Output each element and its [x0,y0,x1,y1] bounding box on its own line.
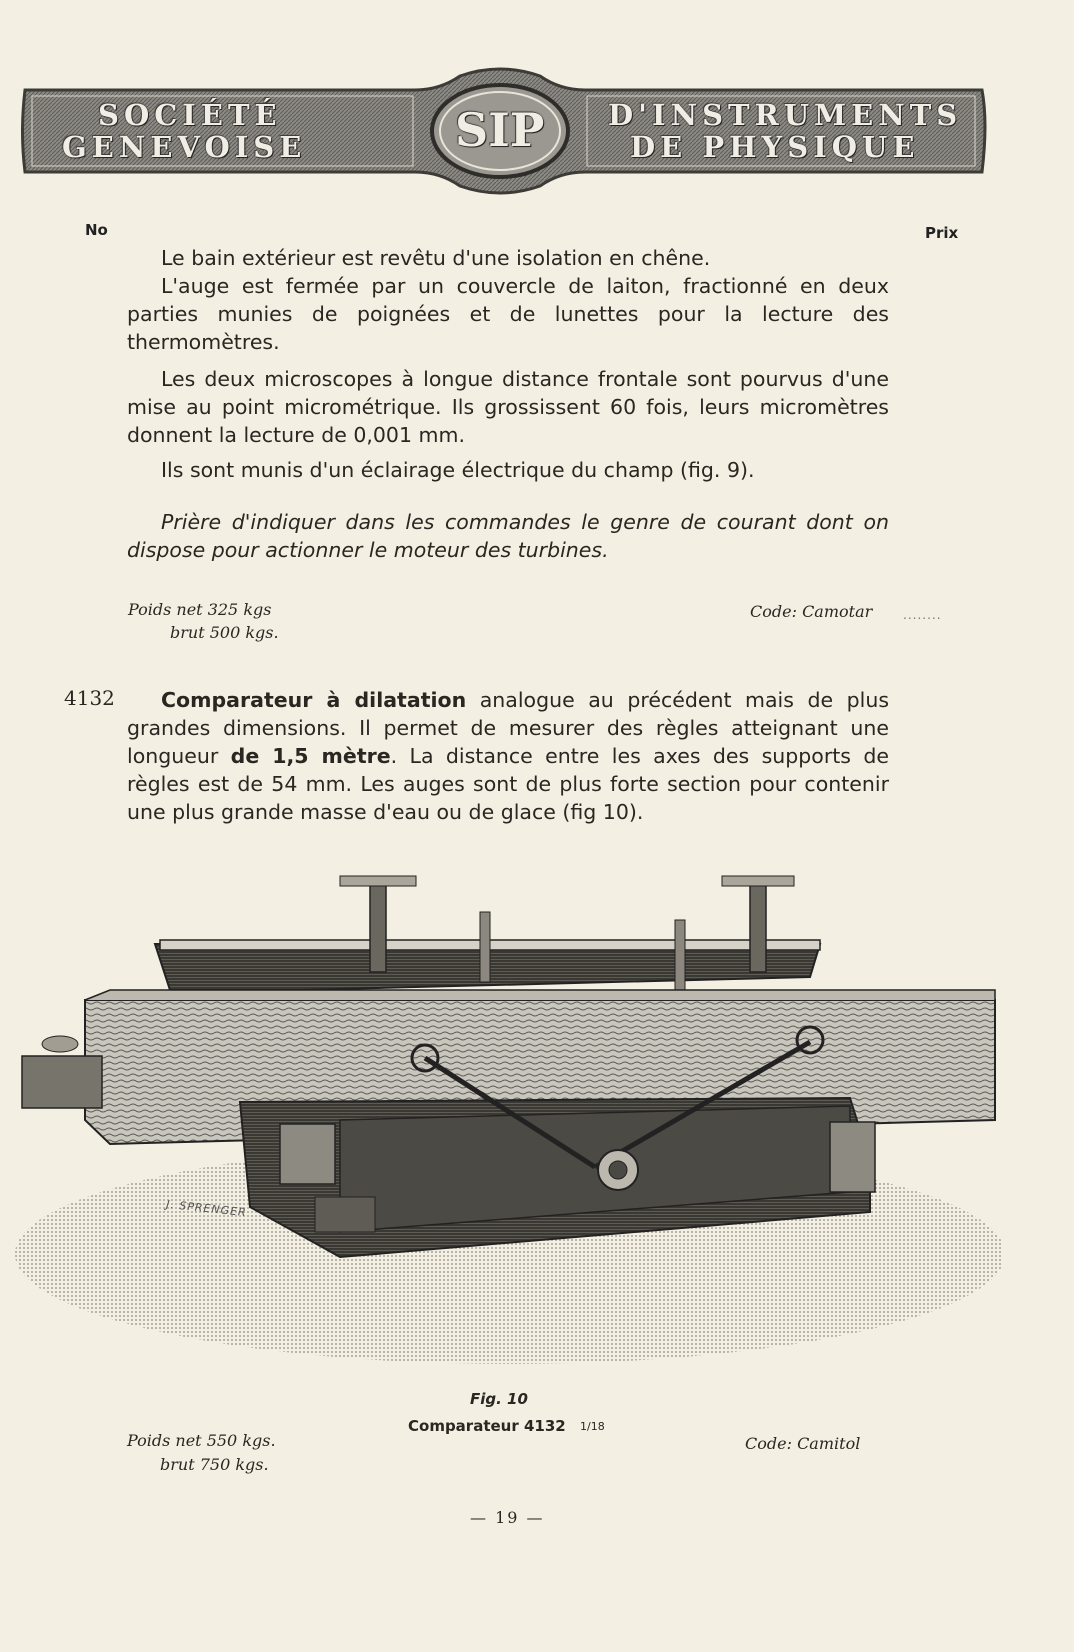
column-label-price: Prix [925,224,959,242]
paragraph-bath-insulation: Le bain extérieur est revêtu d'une isolation en chêne. [161,246,711,270]
banner-left-line2: GENEVOISE [62,130,307,164]
figure-label: Fig. 10 [470,1390,528,1408]
code-camotar: Code: Camotar [750,602,873,621]
weight-brut-1: brut 500 kgs. [170,623,279,642]
banner-right-line1: D'INSTRUMENTS [608,98,963,132]
item-number-4132: 4132 [64,686,115,710]
figure-caption: Comparateur 4132 [408,1417,566,1435]
weight-brut-2: brut 750 kgs. [160,1455,269,1474]
engraver-signature: J. SPRENGER [165,1197,248,1220]
code-camitol: Code: Camitol [745,1434,861,1453]
page-number: — 19 — [470,1508,545,1527]
figure-comparator-illustration [10,862,1002,1376]
banner-right-line2: DE PHYSIQUE [630,130,920,164]
item-4132-description [127,686,889,826]
weight-net-2: Poids net 550 kgs. [127,1431,276,1450]
sip-logo: SIP [455,103,545,157]
header-banner [20,62,992,202]
column-label-number: No [85,221,108,239]
banner-left-line1: SOCIÉTÉ [98,98,282,132]
price-dots: ........ [903,608,942,622]
item-4132-title: Comparateur à dilatation [161,688,467,712]
item-4132-text-b: . La distance entre les axes des supports de règles est de 54 mm. Les auges sont de plus forte section pour contenir une plus grande masse d'eau ou de glace (fig 10). [127,744,889,824]
weight-net-1: Poids net 325 kgs [128,600,272,619]
item-4132-length: de 1,5 mètre [230,744,391,768]
paragraph-microscopes: Les deux microscopes à longue distance frontale sont pourvus d'une mise au point micrométrique. Ils grossissent 60 fois, leurs micromètres donnent la lecture de 0,001 mm. [127,367,889,447]
paragraph-current-note: Prière d'indiquer dans les commandes le genre de courant dont on dispose pour actionner le moteur des turbines. [127,510,889,562]
item-4132-text-a: analogue au précédent mais de plus grandes dimensions. Il permet de mesurer des règles atteignant une longueur [127,688,890,768]
paragraph-trough-cover: L'auge est fermée par un couvercle de laiton, fractionné en deux parties munies de poignées et de lunettes pour la lecture des thermomètres. [127,274,889,354]
paragraph-lighting: Ils sont munis d'un éclairage électrique du champ (fig. 9). [161,458,755,482]
figure-scale: 1/18 [580,1420,605,1433]
